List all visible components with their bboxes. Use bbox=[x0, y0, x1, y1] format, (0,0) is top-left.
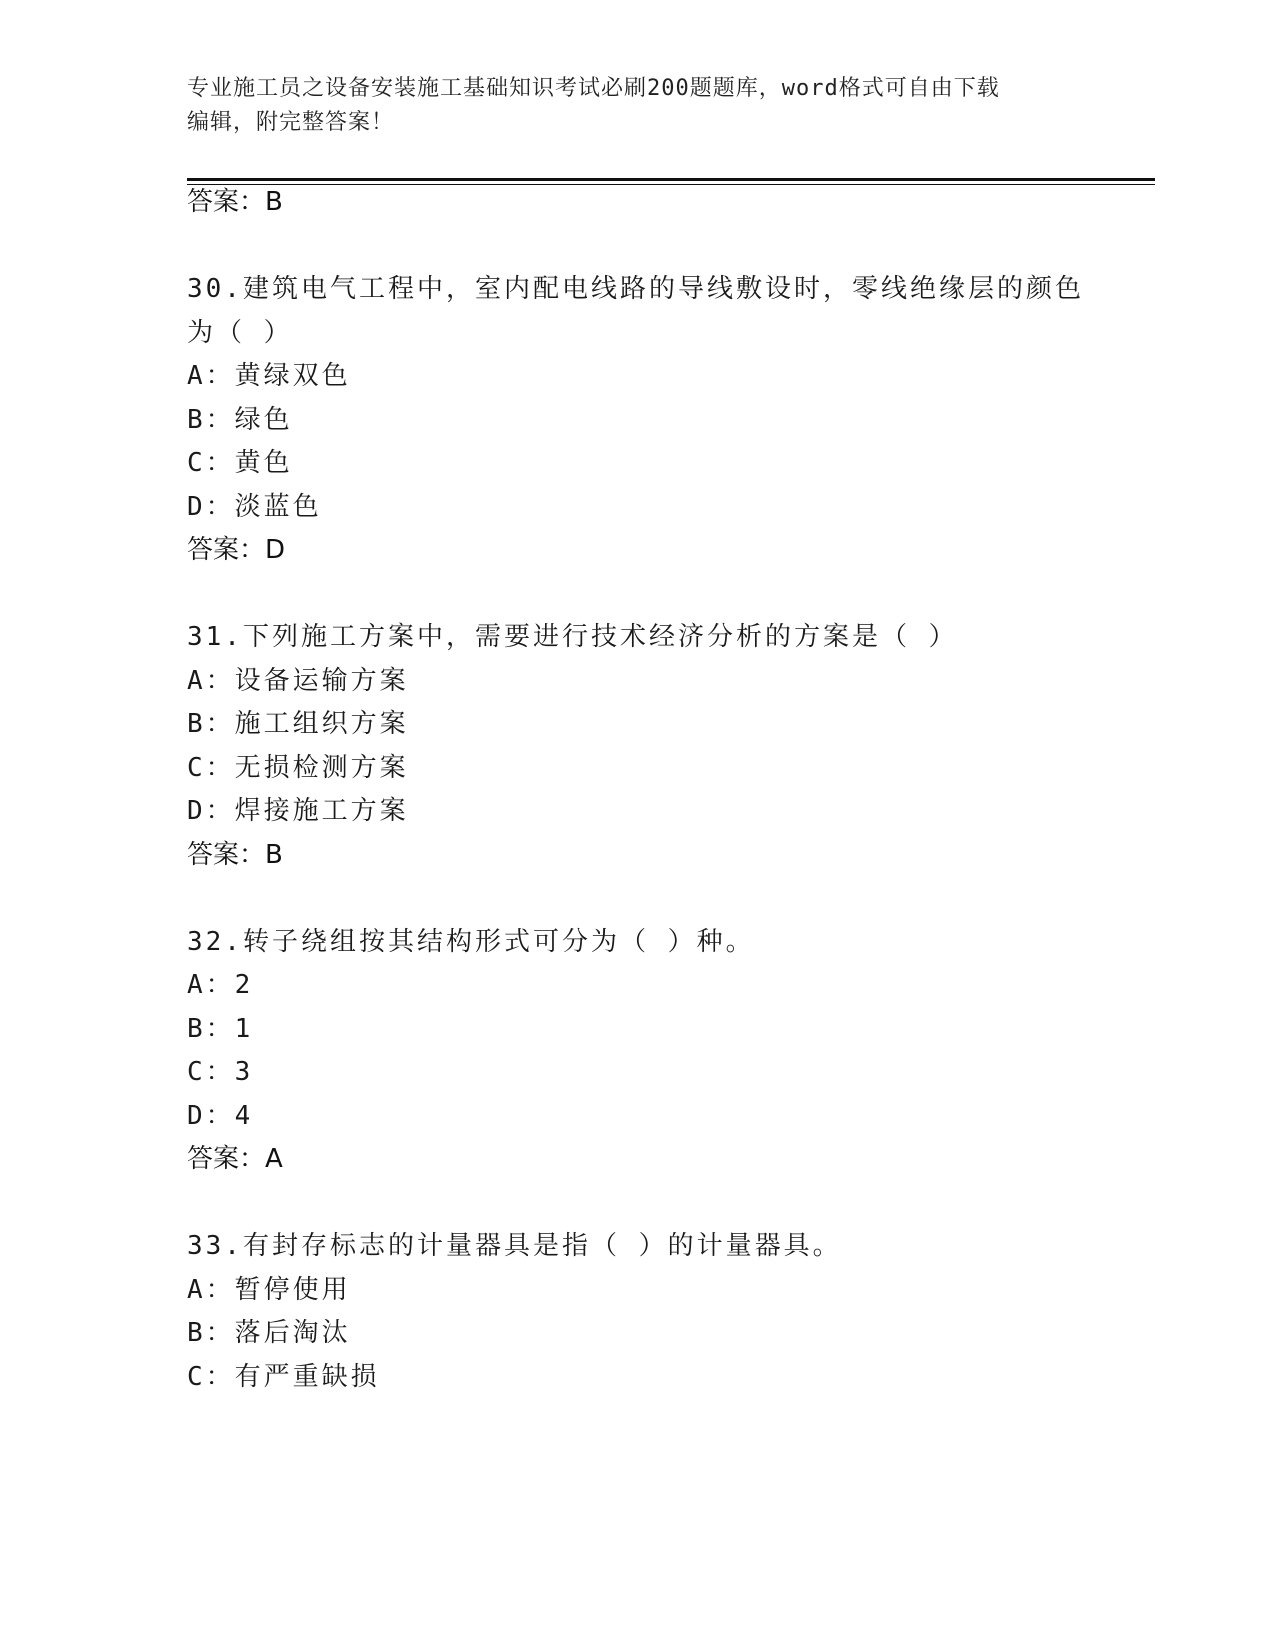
header-line-2: 编辑，附完整答案！ bbox=[187, 110, 395, 135]
document-page bbox=[187, 0, 1155, 1650]
question-32-option-c: C：3 bbox=[187, 1057, 254, 1087]
question-33-option-b: B：落后淘汰 bbox=[187, 1318, 351, 1348]
header-divider-thick bbox=[187, 178, 1155, 181]
question-32-stem: 32.转子绕组按其结构形式可分为（ ）种。 bbox=[187, 927, 755, 957]
question-30-stem-cont: 为（ ） bbox=[187, 318, 293, 348]
question-30-option-c: C：黄色 bbox=[187, 448, 293, 478]
header-line-1: 专业施工员之设备安装施工基础知识考试必刷200题题库，word格式可自由下载 bbox=[187, 76, 1000, 101]
question-32-option-a: A：2 bbox=[187, 970, 254, 1000]
question-33-option-a: A：暂停使用 bbox=[187, 1275, 351, 1305]
header-divider-thin bbox=[187, 184, 1155, 185]
question-31-option-a: A：设备运输方案 bbox=[187, 666, 409, 696]
question-31-answer: 答案：B bbox=[187, 840, 283, 870]
question-32-answer: 答案：A bbox=[187, 1144, 283, 1174]
question-31-option-c: C：无损检测方案 bbox=[187, 753, 409, 783]
question-31-stem: 31.下列施工方案中，需要进行技术经济分析的方案是（ ） bbox=[187, 622, 958, 652]
question-30-stem: 30.建筑电气工程中，室内配电线路的导线敷设时，零线绝缘层的颜色 bbox=[187, 274, 1084, 304]
question-30-answer: 答案：D bbox=[187, 535, 286, 565]
question-30-option-b: B：绿色 bbox=[187, 405, 293, 435]
question-30-option-a: A：黄绿双色 bbox=[187, 361, 351, 391]
question-33-option-c: C：有严重缺损 bbox=[187, 1362, 380, 1392]
question-31-option-b: B：施工组织方案 bbox=[187, 709, 409, 739]
question-31-option-d: D：焊接施工方案 bbox=[187, 796, 409, 826]
question-33-stem: 33.有封存标志的计量器具是指（ ）的计量器具。 bbox=[187, 1231, 842, 1261]
question-32-option-b: B：1 bbox=[187, 1014, 254, 1044]
question-30-option-d: D：淡蓝色 bbox=[187, 492, 322, 522]
previous-answer: 答案：B bbox=[187, 187, 283, 217]
document-header bbox=[187, 72, 1067, 140]
question-32-option-d: D：4 bbox=[187, 1101, 254, 1131]
